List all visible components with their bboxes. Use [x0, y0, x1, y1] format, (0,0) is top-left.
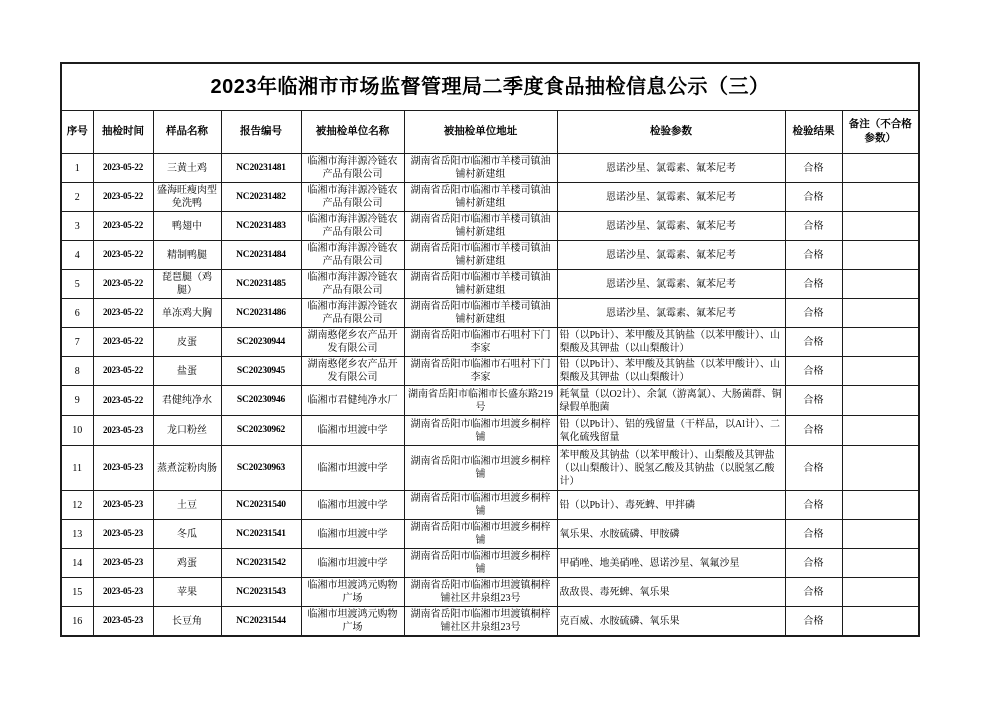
column-header-result: 检验结果: [785, 111, 842, 154]
cell-report: SC20230944: [221, 328, 301, 357]
cell-note: [842, 607, 919, 637]
cell-date: 2023-05-23: [93, 446, 153, 491]
cell-seq: 15: [61, 578, 93, 607]
cell-address: 湖南省岳阳市临湘市坦渡乡桐梓铺: [404, 446, 557, 491]
cell-params: 恩诺沙星、氯霉素、氟苯尼考: [557, 183, 785, 212]
cell-sample: 君健纯净水: [153, 386, 221, 416]
cell-params: 恩诺沙星、氯霉素、氟苯尼考: [557, 299, 785, 328]
table-row: [61, 183, 919, 212]
cell-date: 2023-05-22: [93, 299, 153, 328]
cell-note: [842, 154, 919, 183]
cell-report: SC20230962: [221, 416, 301, 446]
table-row: [61, 270, 919, 299]
cell-result: 合格: [785, 491, 842, 520]
cell-date: 2023-05-23: [93, 549, 153, 578]
cell-sample: 苹果: [153, 578, 221, 607]
cell-seq: 6: [61, 299, 93, 328]
cell-address: 湖南省岳阳市临湘市羊楼司镇油铺村新建组: [404, 241, 557, 270]
cell-note: [842, 416, 919, 446]
cell-result: 合格: [785, 578, 842, 607]
cell-seq: 4: [61, 241, 93, 270]
table-row: [61, 386, 919, 416]
title-row: [61, 63, 919, 111]
column-header-note: 备注（不合格参数）: [842, 111, 919, 154]
table-row: [61, 416, 919, 446]
page-title: 2023年临湘市市场监督管理局二季度食品抽检信息公示（三）: [61, 63, 919, 111]
cell-date: 2023-05-23: [93, 491, 153, 520]
cell-params: 恩诺沙星、氯霉素、氟苯尼考: [557, 154, 785, 183]
cell-note: [842, 183, 919, 212]
cell-seq: 14: [61, 549, 93, 578]
table-row: [61, 357, 919, 386]
cell-unit: 临湘市坦渡中学: [301, 416, 404, 446]
cell-report: SC20230963: [221, 446, 301, 491]
inspection-table: [60, 62, 920, 637]
cell-address: 湖南省岳阳市临湘市羊楼司镇油铺村新建组: [404, 299, 557, 328]
cell-seq: 12: [61, 491, 93, 520]
cell-note: [842, 328, 919, 357]
cell-result: 合格: [785, 154, 842, 183]
cell-report: NC20231484: [221, 241, 301, 270]
cell-sample: 精制鸭腿: [153, 241, 221, 270]
table-row: [61, 446, 919, 491]
cell-sample: 长豆角: [153, 607, 221, 637]
table-row: [61, 154, 919, 183]
cell-unit: 临湘市坦渡中学: [301, 446, 404, 491]
cell-address: 湖南省岳阳市临湘市羊楼司镇油铺村新建组: [404, 154, 557, 183]
cell-address: 湖南省岳阳市临湘市坦渡乡桐梓铺: [404, 520, 557, 549]
table-row: [61, 549, 919, 578]
cell-report: NC20231482: [221, 183, 301, 212]
cell-unit: 临湘市海沣源冷链农产品有限公司: [301, 154, 404, 183]
cell-result: 合格: [785, 416, 842, 446]
cell-report: NC20231542: [221, 549, 301, 578]
cell-seq: 2: [61, 183, 93, 212]
table-body: [61, 154, 919, 637]
cell-report: NC20231486: [221, 299, 301, 328]
cell-params: 敌敌畏、毒死蜱、氧乐果: [557, 578, 785, 607]
cell-result: 合格: [785, 328, 842, 357]
cell-sample: 鸡蛋: [153, 549, 221, 578]
table-row: [61, 299, 919, 328]
cell-report: NC20231540: [221, 491, 301, 520]
cell-note: [842, 386, 919, 416]
cell-unit: 临湘市坦渡中学: [301, 549, 404, 578]
column-header-date: 抽检时间: [93, 111, 153, 154]
cell-note: [842, 578, 919, 607]
cell-unit: 临湘市坦渡中学: [301, 520, 404, 549]
cell-address: 湖南省岳阳市临湘市坦渡镇桐梓铺社区井泉组23号: [404, 578, 557, 607]
cell-sample: 冬瓜: [153, 520, 221, 549]
table-row: [61, 212, 919, 241]
cell-params: 铅（以Pb计）、苯甲酸及其钠盐（以苯甲酸计）、山梨酸及其钾盐（以山梨酸计）: [557, 328, 785, 357]
cell-seq: 16: [61, 607, 93, 637]
cell-date: 2023-05-22: [93, 212, 153, 241]
cell-note: [842, 212, 919, 241]
cell-date: 2023-05-23: [93, 520, 153, 549]
cell-params: 恩诺沙星、氯霉素、氟苯尼考: [557, 270, 785, 299]
cell-params: 甲硝唑、地美硝唑、恩诺沙星、氧氟沙星: [557, 549, 785, 578]
cell-date: 2023-05-22: [93, 270, 153, 299]
cell-note: [842, 357, 919, 386]
cell-note: [842, 520, 919, 549]
cell-note: [842, 241, 919, 270]
cell-address: 湖南省岳阳市临湘市石咀村下门李家: [404, 357, 557, 386]
cell-address: 湖南省岳阳市临湘市坦渡镇桐梓铺社区井泉组23号: [404, 607, 557, 637]
table-row: [61, 491, 919, 520]
cell-report: SC20230945: [221, 357, 301, 386]
cell-sample: 三黄土鸡: [153, 154, 221, 183]
cell-params: 铅（以Pb计）、毒死蜱、甲拌磷: [557, 491, 785, 520]
header-row: [61, 111, 919, 154]
table-row: [61, 520, 919, 549]
column-header-sample: 样品名称: [153, 111, 221, 154]
cell-address: 湖南省岳阳市临湘市石咀村下门李家: [404, 328, 557, 357]
cell-result: 合格: [785, 212, 842, 241]
cell-sample: 单冻鸡大胸: [153, 299, 221, 328]
cell-report: SC20230946: [221, 386, 301, 416]
cell-unit: 临湘市海沣源冷链农产品有限公司: [301, 212, 404, 241]
cell-unit: 临湘市君健纯净水厂: [301, 386, 404, 416]
cell-seq: 13: [61, 520, 93, 549]
cell-date: 2023-05-22: [93, 183, 153, 212]
column-header-seq: 序号: [61, 111, 93, 154]
cell-sample: 盛海旺瘦肉型免洗鸭: [153, 183, 221, 212]
cell-sample: 琵琶腿（鸡腿）: [153, 270, 221, 299]
cell-params: 克百威、水胺硫磷、氧乐果: [557, 607, 785, 637]
cell-date: 2023-05-23: [93, 578, 153, 607]
cell-address: 湖南省岳阳市临湘市羊楼司镇油铺村新建组: [404, 212, 557, 241]
table-row: [61, 607, 919, 637]
table-row: [61, 241, 919, 270]
cell-note: [842, 549, 919, 578]
cell-date: 2023-05-22: [93, 328, 153, 357]
cell-address: 湖南省岳阳市临湘市羊楼司镇油铺村新建组: [404, 183, 557, 212]
cell-report: NC20231541: [221, 520, 301, 549]
cell-unit: 临湘市海沣源冷链农产品有限公司: [301, 270, 404, 299]
cell-note: [842, 270, 919, 299]
cell-sample: 皮蛋: [153, 328, 221, 357]
cell-params: 铅（以Pb计）、苯甲酸及其钠盐（以苯甲酸计）、山梨酸及其钾盐（以山梨酸计）: [557, 357, 785, 386]
cell-seq: 9: [61, 386, 93, 416]
cell-result: 合格: [785, 357, 842, 386]
cell-sample: 盐蛋: [153, 357, 221, 386]
cell-result: 合格: [785, 270, 842, 299]
cell-result: 合格: [785, 520, 842, 549]
cell-seq: 3: [61, 212, 93, 241]
cell-unit: 临湘市海沣源冷链农产品有限公司: [301, 241, 404, 270]
cell-unit: 湖南憨佬乡农产品开发有限公司: [301, 328, 404, 357]
cell-note: [842, 491, 919, 520]
cell-date: 2023-05-22: [93, 357, 153, 386]
cell-seq: 1: [61, 154, 93, 183]
cell-date: 2023-05-23: [93, 607, 153, 637]
cell-report: NC20231543: [221, 578, 301, 607]
cell-result: 合格: [785, 549, 842, 578]
cell-sample: 龙口粉丝: [153, 416, 221, 446]
cell-address: 湖南省岳阳市临湘市坦渡乡桐梓铺: [404, 416, 557, 446]
cell-note: [842, 446, 919, 491]
cell-seq: 7: [61, 328, 93, 357]
cell-date: 2023-05-22: [93, 241, 153, 270]
table-row: [61, 578, 919, 607]
cell-address: 湖南省岳阳市临湘市坦渡乡桐梓铺: [404, 491, 557, 520]
cell-result: 合格: [785, 241, 842, 270]
cell-params: 氧乐果、水胺硫磷、甲胺磷: [557, 520, 785, 549]
cell-result: 合格: [785, 299, 842, 328]
column-header-report: 报告编号: [221, 111, 301, 154]
cell-unit: 临湘市坦渡鸿元购物广场: [301, 578, 404, 607]
cell-unit: 临湘市坦渡鸿元购物广场: [301, 607, 404, 637]
cell-address: 湖南省岳阳市临湘市羊楼司镇油铺村新建组: [404, 270, 557, 299]
column-header-address: 被抽检单位地址: [404, 111, 557, 154]
cell-seq: 8: [61, 357, 93, 386]
cell-sample: 鸭翅中: [153, 212, 221, 241]
cell-date: 2023-05-22: [93, 386, 153, 416]
cell-unit: 临湘市海沣源冷链农产品有限公司: [301, 299, 404, 328]
cell-report: NC20231481: [221, 154, 301, 183]
column-header-params: 检验参数: [557, 111, 785, 154]
cell-report: NC20231544: [221, 607, 301, 637]
cell-unit: 湖南憨佬乡农产品开发有限公司: [301, 357, 404, 386]
cell-result: 合格: [785, 446, 842, 491]
cell-unit: 临湘市海沣源冷链农产品有限公司: [301, 183, 404, 212]
cell-params: 铅（以Pb计）、铝的残留量（干样品，以Al计）、二氧化硫残留量: [557, 416, 785, 446]
cell-sample: 土豆: [153, 491, 221, 520]
cell-seq: 10: [61, 416, 93, 446]
cell-params: 恩诺沙星、氯霉素、氟苯尼考: [557, 241, 785, 270]
table-row: [61, 328, 919, 357]
cell-date: 2023-05-22: [93, 154, 153, 183]
cell-report: NC20231485: [221, 270, 301, 299]
cell-params: 苯甲酸及其钠盐（以苯甲酸计）、山梨酸及其钾盐（以山梨酸计）、脱氢乙酸及其钠盐（以脱氢乙酸计）: [557, 446, 785, 491]
cell-sample: 蒸煮淀粉肉肠: [153, 446, 221, 491]
cell-unit: 临湘市坦渡中学: [301, 491, 404, 520]
cell-result: 合格: [785, 607, 842, 637]
cell-report: NC20231483: [221, 212, 301, 241]
cell-address: 湖南省岳阳市临湘市长盛东路219号: [404, 386, 557, 416]
cell-seq: 5: [61, 270, 93, 299]
cell-params: 耗氧量（以O2计）、余氯（游离氯）、大肠菌群、铜绿假单胞菌: [557, 386, 785, 416]
cell-params: 恩诺沙星、氯霉素、氟苯尼考: [557, 212, 785, 241]
cell-result: 合格: [785, 183, 842, 212]
cell-result: 合格: [785, 386, 842, 416]
cell-note: [842, 299, 919, 328]
cell-seq: 11: [61, 446, 93, 491]
cell-date: 2023-05-23: [93, 416, 153, 446]
column-header-unit: 被抽检单位名称: [301, 111, 404, 154]
cell-address: 湖南省岳阳市临湘市坦渡乡桐梓铺: [404, 549, 557, 578]
